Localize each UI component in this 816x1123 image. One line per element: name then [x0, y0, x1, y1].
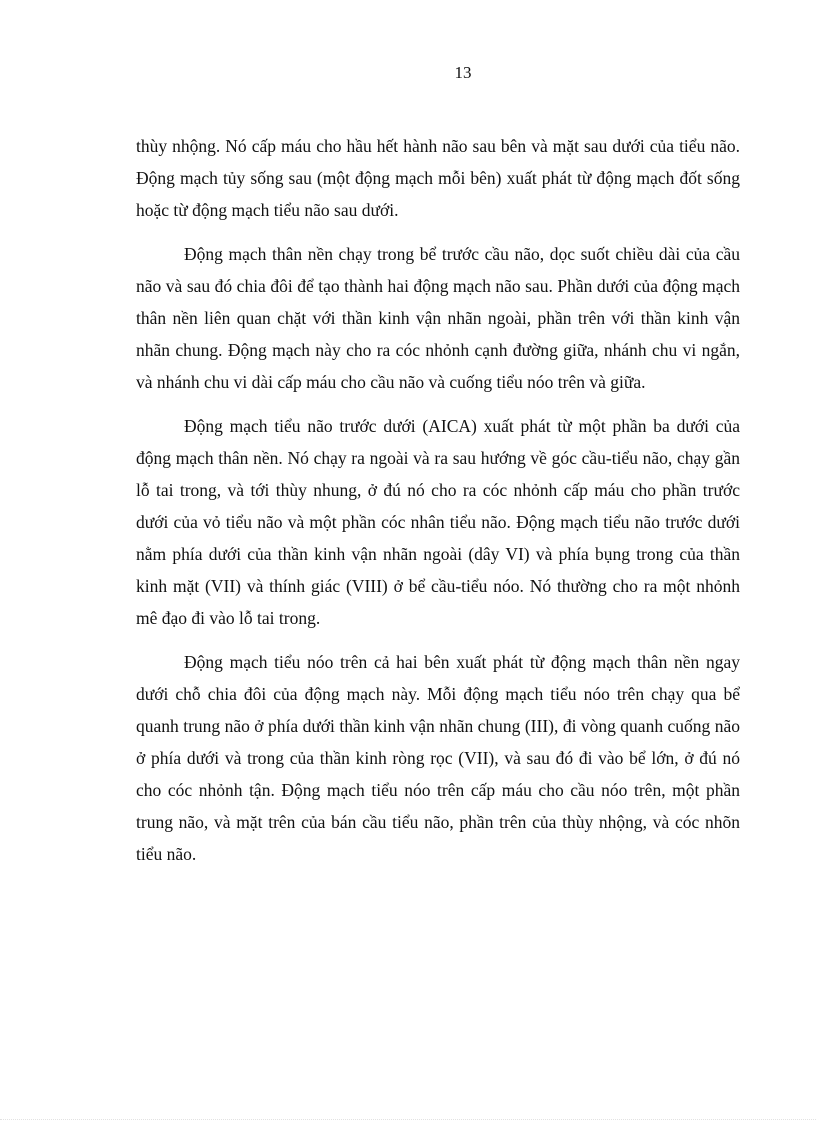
page-bottom-divider — [0, 1119, 816, 1120]
paragraph-4: Động mạch tiểu nóo trên cả hai bên xuất phát từ động mạch thân nền ngay dưới chỗ chia đôi của động mạch này. Mỗi động mạch tiểu nóo trên chạy qua bể quanh trung não ở phía dưới thần kinh vận nhãn chung (III), đi vòng quanh cuống não ở phía dưới và trong của thần kinh ròng rọc (VII), và sau đó đi vào bể lớn, ở đú nó cho cóc nhỏnh tận. Động mạch tiểu nóo trên cấp máu cho cầu nóo trên, một phần trung não, và mặt trên của bán cầu tiểu não, phần trên của thùy nhộng, và cóc nhõn tiểu não. — [136, 652, 740, 864]
paragraph-2: Động mạch thân nền chạy trong bể trước cầu não, dọc suốt chiều dài của cầu não và sau đó chia đôi để tạo thành hai động mạch não sau. Phần dưới của động mạch thân nền liên quan chặt với thần kinh vận nhãn ngoài, phần trên với thần kinh vận nhãn chung. Động mạch này cho ra cóc nhỏnh cạnh đường giữa, nhánh chu vi ngắn, và nhánh chu vi dài cấp máu cho cầu não và cuống tiểu nóo trên và giữa. — [136, 244, 740, 392]
document-body — [136, 130, 740, 882]
paragraph-1: thùy nhộng. Nó cấp máu cho hầu hết hành não sau bên và mặt sau dưới của tiểu não. Động mạch tủy sống sau (một động mạch mỗi bên) xuất phát từ động mạch đốt sống hoặc từ động mạch tiểu não sau dưới. — [136, 136, 740, 220]
page-number: 13 — [454, 63, 472, 82]
paragraph-3: Động mạch tiểu não trước dưới (AICA) xuất phát từ một phần ba dưới của động mạch thân nền. Nó chạy ra ngoài và ra sau hướng về góc cầu-tiểu não, chạy gần lỗ tai trong, và tới thùy nhung, ở đú nó cho ra cóc nhỏnh cấp máu cho phần trước dưới của vỏ tiểu não và một phần cóc nhân tiểu não. Động mạch tiểu não trước dưới nằm phía dưới của thần kinh vận nhãn ngoài (dây VI) và phía bụng trong của thần kinh mặt (VII) và thính giác (VIII) ở bể cầu-tiểu nóo. Nó thường cho ra một nhỏnh mê đạo đi vào lỗ tai trong. — [136, 416, 740, 628]
